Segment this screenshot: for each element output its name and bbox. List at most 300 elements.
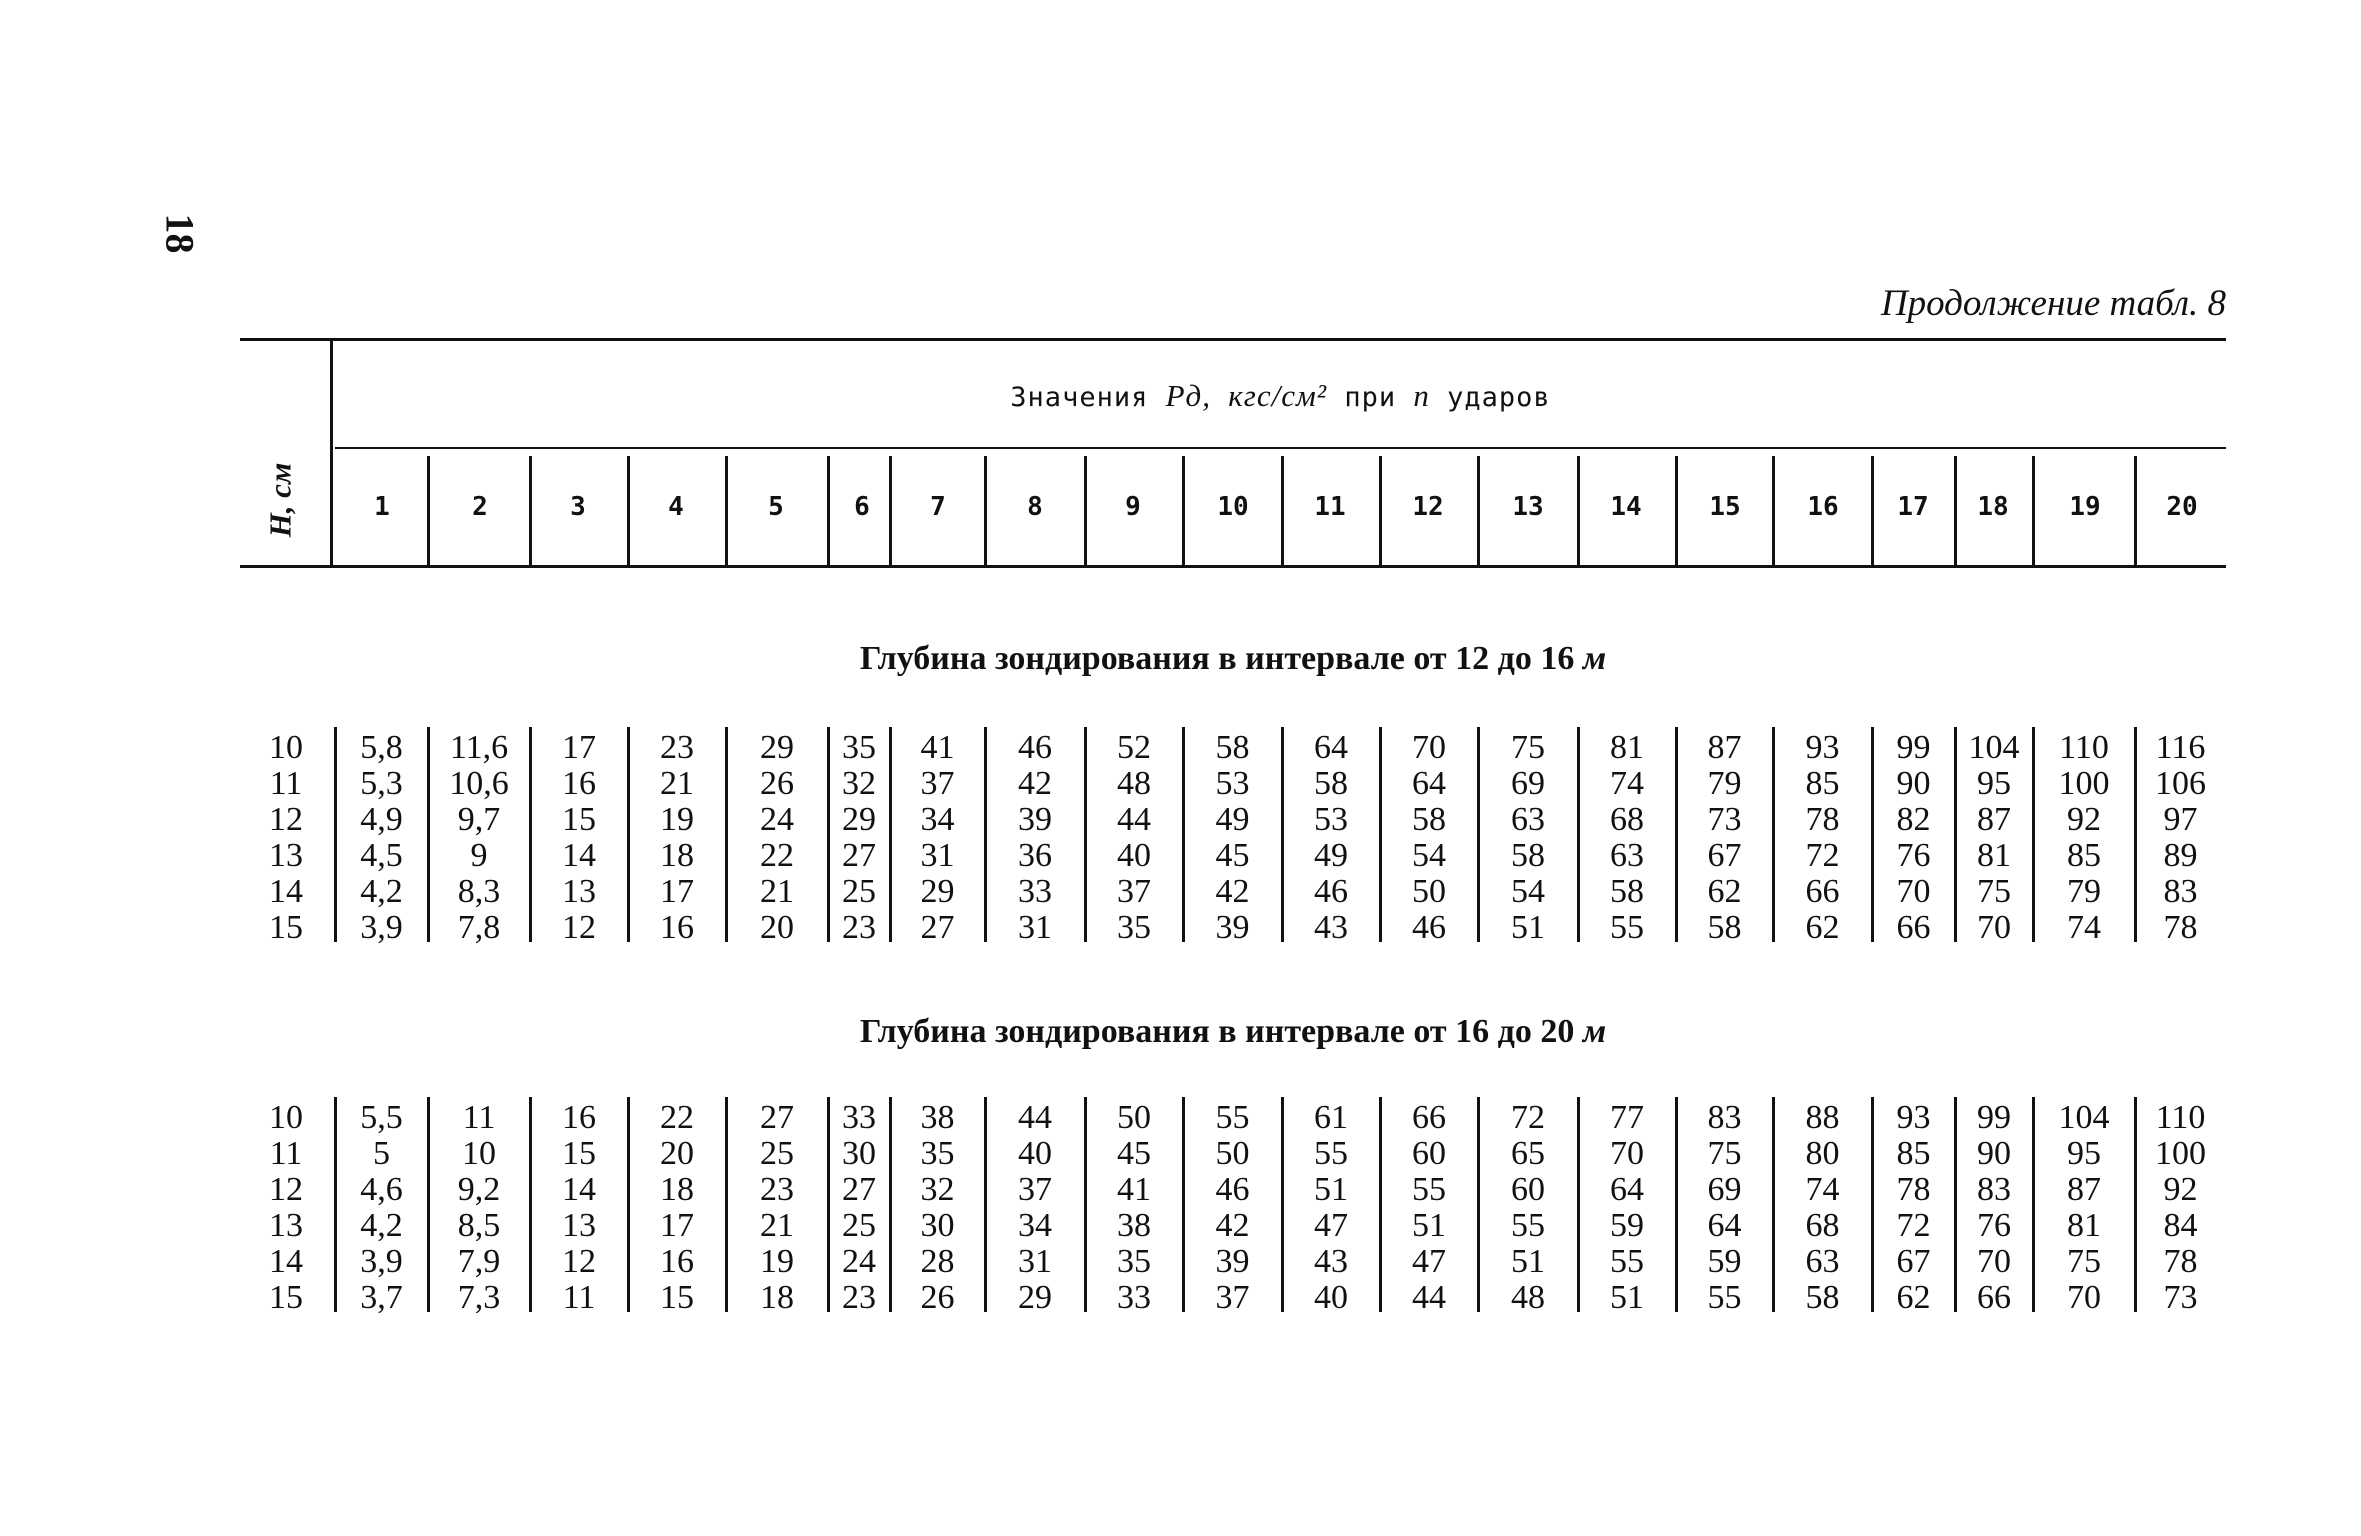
table-cell: 16 (660, 1243, 694, 1280)
table-cell: 25 (842, 1207, 876, 1244)
table-cell: 35 (1117, 909, 1151, 946)
table-cell: 7,9 (457, 1243, 501, 1280)
table-cell: 60 (1511, 1171, 1545, 1208)
column-divider (1577, 727, 1580, 942)
table-cell: 39 (1215, 909, 1250, 946)
table-cell: 33 (842, 1099, 876, 1136)
row-depth-label: 13 (269, 1207, 303, 1244)
column-header: 11 (1314, 492, 1346, 522)
row-depth-label: 14 (269, 1243, 303, 1280)
table-cell: 37 (920, 765, 955, 802)
table-cell: 14 (562, 1171, 596, 1208)
table-cell: 81 (1610, 729, 1644, 766)
table-cell: 59 (1610, 1207, 1644, 1244)
table-cell: 67 (1896, 1243, 1931, 1280)
table-cell: 42 (1215, 1207, 1250, 1244)
header-column-divider (1772, 456, 1775, 565)
table-cell: 39 (1215, 1243, 1250, 1280)
table-cell: 74 (1805, 1171, 1840, 1208)
table-cell: 92 (2067, 801, 2101, 838)
table-cell: 58 (1412, 801, 1446, 838)
table-cell: 21 (760, 873, 794, 910)
table-cell: 13 (562, 1207, 596, 1244)
table-cell: 27 (920, 909, 955, 946)
table-cell: 92 (2163, 1171, 2198, 1208)
row-header-label: H, см (261, 462, 297, 538)
column-divider (1281, 1097, 1284, 1312)
column-header: 15 (1709, 492, 1741, 522)
table-cell: 46 (1215, 1171, 1250, 1208)
table-cell: 81 (2067, 1207, 2101, 1244)
header-title (335, 378, 2226, 414)
table-cell: 66 (1412, 1099, 1446, 1136)
table-continuation-label: Продолжение табл. 8 (1880, 283, 2226, 324)
table-cell: 90 (1896, 765, 1931, 802)
table-cell: 33 (1018, 873, 1052, 910)
table-cell: 32 (842, 765, 876, 802)
table-cell: 66 (1805, 873, 1840, 910)
column-header: 8 (1027, 492, 1043, 522)
table-cell: 93 (1805, 729, 1840, 766)
table-cell: 42 (1215, 873, 1250, 910)
column-divider (1379, 1097, 1382, 1312)
table-cell: 12 (562, 909, 596, 946)
table-cell: 34 (1018, 1207, 1052, 1244)
table-cell: 87 (1707, 729, 1742, 766)
table-cell: 85 (2067, 837, 2101, 874)
table-cell: 75 (1977, 873, 2011, 910)
table-cell: 69 (1511, 765, 1545, 802)
column-header: 5 (768, 492, 784, 522)
table-cell: 47 (1412, 1243, 1446, 1280)
table-cell: 78 (2163, 1243, 2198, 1280)
table-cell: 26 (760, 765, 794, 802)
table-cell: 55 (1707, 1279, 1742, 1316)
table-cell: 64 (1314, 729, 1348, 766)
table-cell: 44 (1412, 1279, 1446, 1316)
table-cell: 89 (2163, 837, 2198, 874)
header-column-divider (1477, 456, 1480, 565)
table-cell: 40 (1018, 1135, 1052, 1172)
column-divider (1477, 727, 1480, 942)
table-cell: 79 (1707, 765, 1742, 802)
table-cell: 62 (1707, 873, 1742, 910)
table-cell: 81 (1977, 837, 2011, 874)
table-cell: 70 (1977, 909, 2011, 946)
table-cell: 69 (1707, 1171, 1742, 1208)
section-title (240, 1013, 2226, 1051)
header-column-divider (529, 456, 532, 565)
table-cell: 38 (920, 1099, 955, 1136)
row-depth-label: 11 (269, 1135, 303, 1172)
table-cell: 78 (2163, 909, 2198, 946)
table-cell: 55 (1511, 1207, 1545, 1244)
section-title-text: Глубина зондирования в интервале от 16 до 20 (859, 1013, 1575, 1050)
table-cell: 19 (660, 801, 694, 838)
column-divider (725, 1097, 728, 1312)
table-cell: 44 (1018, 1099, 1052, 1136)
table-cell: 39 (1018, 801, 1052, 838)
table-cell: 23 (842, 909, 876, 946)
table-cell: 85 (1805, 765, 1840, 802)
table-cell: 74 (2067, 909, 2101, 946)
column-divider (1084, 727, 1087, 942)
table-cell: 51 (1412, 1207, 1446, 1244)
column-header: 1 (374, 492, 390, 522)
table-cell: 3,7 (360, 1279, 403, 1316)
row-depth-label: 12 (269, 1171, 303, 1208)
table-cell: 67 (1707, 837, 1742, 874)
column-divider (2032, 727, 2035, 942)
table-cell: 37 (1117, 873, 1151, 910)
table-cell: 4,9 (360, 801, 403, 838)
table-cell: 22 (660, 1099, 694, 1136)
table-cell: 9 (470, 837, 488, 874)
column-header: 9 (1125, 492, 1141, 522)
column-divider (1477, 1097, 1480, 1312)
header-column-divider (1084, 456, 1087, 565)
table-cell: 5 (373, 1135, 390, 1172)
table-cell: 70 (2067, 1279, 2101, 1316)
column-divider (827, 727, 830, 942)
table-cell: 15 (562, 1135, 596, 1172)
section-title-unit: м (1582, 640, 1607, 677)
table-cell: 43 (1314, 909, 1348, 946)
table-top-rule (240, 338, 2226, 341)
header-column-divider (2134, 456, 2137, 565)
table-cell: 24 (760, 801, 794, 838)
column-header: 10 (1217, 492, 1249, 522)
table-cell: 32 (920, 1171, 955, 1208)
table-cell: 17 (660, 1207, 694, 1244)
table-cell: 35 (920, 1135, 955, 1172)
table-cell: 51 (1314, 1171, 1348, 1208)
table-cell: 68 (1610, 801, 1644, 838)
table-cell: 64 (1610, 1171, 1644, 1208)
table-cell: 9,2 (457, 1171, 501, 1208)
column-divider (334, 1097, 337, 1312)
table-cell: 72 (1805, 837, 1840, 874)
table-cell: 49 (1314, 837, 1348, 874)
table-cell: 21 (660, 765, 694, 802)
table-cell: 19 (760, 1243, 794, 1280)
table-cell: 8,5 (457, 1207, 501, 1244)
table-cell: 75 (1707, 1135, 1742, 1172)
header-column-divider (725, 456, 728, 565)
column-divider (1954, 1097, 1957, 1312)
table-cell: 95 (2067, 1135, 2101, 1172)
table-cell: 72 (1896, 1207, 1931, 1244)
column-header: 12 (1412, 492, 1444, 522)
table-cell: 29 (1018, 1279, 1052, 1316)
table-cell: 5,8 (360, 729, 403, 766)
table-cell: 3,9 (360, 1243, 403, 1280)
row-depth-label: 15 (269, 909, 303, 946)
row-depth-label: 10 (269, 729, 303, 766)
table-cell: 20 (660, 1135, 694, 1172)
table-cell: 63 (1805, 1243, 1840, 1280)
table-cell: 78 (1896, 1171, 1931, 1208)
table-cell: 12 (562, 1243, 596, 1280)
header-bottom-rule (240, 565, 2226, 568)
table-cell: 44 (1117, 801, 1151, 838)
table-cell: 16 (562, 765, 596, 802)
table-cell: 23 (660, 729, 694, 766)
column-divider (334, 727, 337, 942)
table-cell: 46 (1018, 729, 1052, 766)
table-cell: 31 (1018, 909, 1052, 946)
table-cell: 21 (760, 1207, 794, 1244)
row-depth-label: 13 (269, 837, 303, 874)
table-cell: 70 (1610, 1135, 1644, 1172)
table-cell: 11 (462, 1099, 496, 1136)
table-cell: 33 (1117, 1279, 1151, 1316)
column-header: 18 (1977, 492, 2009, 522)
table-cell: 79 (2067, 873, 2101, 910)
table-cell: 85 (1896, 1135, 1931, 1172)
table-cell: 18 (660, 1171, 694, 1208)
table-cell: 60 (1412, 1135, 1446, 1172)
column-divider (1772, 1097, 1775, 1312)
table-cell: 16 (660, 909, 694, 946)
table-cell: 84 (2163, 1207, 2198, 1244)
table-cell: 54 (1412, 837, 1446, 874)
table-cell: 58 (1610, 873, 1644, 910)
column-divider (889, 1097, 892, 1312)
table-cell: 55 (1314, 1135, 1348, 1172)
header-column-divider (1675, 456, 1678, 565)
table-cell: 27 (842, 1171, 876, 1208)
table-cell: 116 (2155, 729, 2206, 766)
table-cell: 45 (1117, 1135, 1151, 1172)
table-cell: 99 (1896, 729, 1931, 766)
table-cell: 48 (1511, 1279, 1545, 1316)
column-divider (427, 727, 430, 942)
table-cell: 47 (1314, 1207, 1348, 1244)
header-divider-rule (335, 447, 2226, 449)
table-cell: 77 (1610, 1099, 1644, 1136)
table-cell: 74 (1610, 765, 1644, 802)
row-depth-label: 11 (269, 765, 303, 802)
table-cell: 73 (1707, 801, 1742, 838)
table-cell: 83 (1977, 1171, 2011, 1208)
table-cell: 55 (1215, 1099, 1250, 1136)
table-cell: 35 (842, 729, 876, 766)
table-cell: 50 (1117, 1099, 1151, 1136)
table-cell: 104 (2058, 1099, 2110, 1136)
table-cell: 87 (1977, 801, 2011, 838)
table-cell: 30 (842, 1135, 876, 1172)
table-cell: 18 (760, 1279, 794, 1316)
column-divider (984, 727, 987, 942)
table-cell: 70 (1896, 873, 1931, 910)
column-header: 13 (1512, 492, 1544, 522)
header-column-divider (1182, 456, 1185, 565)
row-header-cell (240, 430, 320, 570)
table-cell: 31 (920, 837, 955, 874)
column-divider (1577, 1097, 1580, 1312)
column-divider (1871, 727, 1874, 942)
table-cell: 55 (1610, 1243, 1644, 1280)
table-cell: 58 (1707, 909, 1742, 946)
table-cell: 3,9 (360, 909, 403, 946)
table-cell: 4,2 (360, 1207, 403, 1244)
header-title-mid: при (1344, 382, 1397, 413)
table-cell: 27 (760, 1099, 794, 1136)
column-divider (2032, 1097, 2035, 1312)
column-divider (1871, 1097, 1874, 1312)
table-cell: 104 (1968, 729, 2020, 766)
table-cell: 7,3 (457, 1279, 501, 1316)
column-header: 4 (668, 492, 684, 522)
table-cell: 16 (562, 1099, 596, 1136)
table-cell: 51 (1511, 909, 1545, 946)
section-title-text: Глубина зондирования в интервале от 12 до 16 (859, 640, 1575, 677)
table-cell: 72 (1511, 1099, 1545, 1136)
row-header-divider (330, 341, 333, 565)
table-cell: 48 (1117, 765, 1151, 802)
table-cell: 62 (1896, 1279, 1931, 1316)
header-column-divider (627, 456, 630, 565)
table-cell: 23 (842, 1279, 876, 1316)
table-cell: 29 (760, 729, 794, 766)
table-cell: 13 (562, 873, 596, 910)
page-number: 18 (157, 213, 203, 254)
table-cell: 58 (1215, 729, 1250, 766)
table-cell: 40 (1314, 1279, 1348, 1316)
table-cell: 76 (1977, 1207, 2011, 1244)
header-column-divider (1577, 456, 1580, 565)
column-header: 19 (2069, 492, 2101, 522)
column-divider (984, 1097, 987, 1312)
column-header: 14 (1610, 492, 1642, 522)
table-cell: 35 (1117, 1243, 1151, 1280)
table-cell: 10,6 (449, 765, 509, 802)
column-divider (627, 1097, 630, 1312)
table-cell: 78 (1805, 801, 1840, 838)
table-cell: 34 (920, 801, 955, 838)
table-cell: 15 (562, 801, 596, 838)
table-cell: 97 (2163, 801, 2198, 838)
table-cell: 40 (1117, 837, 1151, 874)
column-divider (529, 1097, 532, 1312)
column-divider (2134, 1097, 2137, 1312)
table-cell: 25 (842, 873, 876, 910)
table-cell: 36 (1018, 837, 1052, 874)
table-cell: 41 (1117, 1171, 1151, 1208)
table-cell: 29 (920, 873, 955, 910)
table-cell: 23 (760, 1171, 794, 1208)
table-cell: 55 (1412, 1171, 1446, 1208)
row-depth-label: 14 (269, 873, 303, 910)
table-cell: 29 (842, 801, 876, 838)
header-column-divider (1379, 456, 1382, 565)
table-cell: 73 (2163, 1279, 2198, 1316)
section-title (240, 640, 2226, 678)
table-cell: 106 (2155, 765, 2206, 802)
table-cell: 20 (760, 909, 794, 946)
column-divider (1182, 1097, 1185, 1312)
table-cell: 46 (1412, 909, 1446, 946)
table-cell: 95 (1977, 765, 2011, 802)
table-cell: 100 (2155, 1135, 2206, 1172)
table-cell: 83 (2163, 873, 2198, 910)
table-cell: 76 (1896, 837, 1931, 874)
table-cell: 17 (562, 729, 596, 766)
table-cell: 15 (660, 1279, 694, 1316)
table-cell: 51 (1610, 1279, 1644, 1316)
table-cell: 99 (1977, 1099, 2011, 1136)
table-cell: 46 (1314, 873, 1348, 910)
table-cell: 59 (1707, 1243, 1742, 1280)
table-cell: 38 (1117, 1207, 1151, 1244)
column-divider (1954, 727, 1957, 942)
table-cell: 90 (1977, 1135, 2011, 1172)
table-cell: 8,3 (457, 873, 501, 910)
column-divider (1084, 1097, 1087, 1312)
table-cell: 11 (562, 1279, 596, 1316)
table-cell: 4,5 (360, 837, 403, 874)
table-cell: 4,2 (360, 873, 403, 910)
header-column-divider (984, 456, 987, 565)
column-divider (627, 727, 630, 942)
table-cell: 88 (1805, 1099, 1840, 1136)
table-cell: 58 (1511, 837, 1545, 874)
table-cell: 65 (1511, 1135, 1545, 1172)
table-cell: 14 (562, 837, 596, 874)
header-column-divider (427, 456, 430, 565)
column-divider (827, 1097, 830, 1312)
table-cell: 5,5 (360, 1099, 403, 1136)
column-divider (1675, 1097, 1678, 1312)
table-cell: 27 (842, 837, 876, 874)
table-cell: 17 (660, 873, 694, 910)
table-cell: 18 (660, 837, 694, 874)
column-header: 7 (930, 492, 946, 522)
table-cell: 110 (2155, 1099, 2206, 1136)
table-cell: 10 (462, 1135, 496, 1172)
column-divider (1675, 727, 1678, 942)
table-cell: 93 (1896, 1099, 1931, 1136)
row-depth-label: 12 (269, 801, 303, 838)
table-cell: 70 (1412, 729, 1446, 766)
table-cell: 83 (1707, 1099, 1742, 1136)
table-cell: 41 (920, 729, 955, 766)
column-header: 16 (1807, 492, 1839, 522)
header-title-n: n (1413, 378, 1430, 413)
table-cell: 30 (920, 1207, 955, 1244)
table-cell: 42 (1018, 765, 1052, 802)
table-cell: 63 (1610, 837, 1644, 874)
table-cell: 45 (1215, 837, 1250, 874)
table-cell: 58 (1314, 765, 1348, 802)
table-cell: 37 (1215, 1279, 1250, 1316)
table-cell: 49 (1215, 801, 1250, 838)
table-cell: 87 (2067, 1171, 2101, 1208)
table-cell: 61 (1314, 1099, 1348, 1136)
header-column-divider (1281, 456, 1284, 565)
table-cell: 50 (1412, 873, 1446, 910)
column-divider (2134, 727, 2137, 942)
table-cell: 66 (1896, 909, 1931, 946)
column-divider (1772, 727, 1775, 942)
table-cell: 51 (1511, 1243, 1545, 1280)
column-header: 3 (570, 492, 586, 522)
table-cell: 58 (1805, 1279, 1840, 1316)
table-cell: 110 (2059, 729, 2109, 766)
column-divider (427, 1097, 430, 1312)
table-cell: 7,8 (457, 909, 501, 946)
